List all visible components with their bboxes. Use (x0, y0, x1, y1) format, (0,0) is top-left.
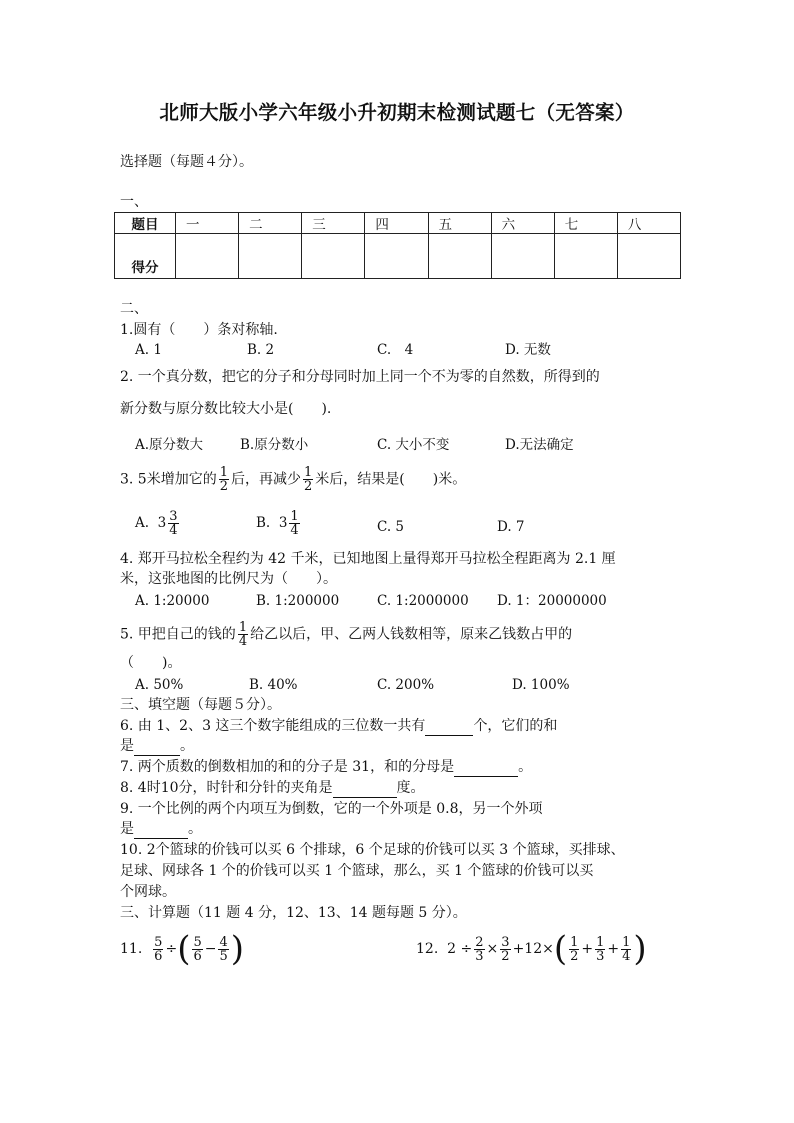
question-3 (120, 466, 466, 493)
fraction-denominator: 6 (154, 948, 163, 964)
q12-fraction-2 (500, 936, 510, 963)
fraction-denominator: 4 (169, 523, 178, 538)
fraction-numerator: 3 (169, 509, 178, 524)
q2-option-a: A.原分数大 (135, 437, 204, 453)
answer-blank[interactable] (454, 758, 518, 777)
left-paren: ( (177, 929, 191, 969)
divide-sign: ÷ (165, 941, 178, 957)
question-1: 1.圆有（ ）条对称轴. (120, 322, 278, 338)
intro-text: 选择题（每题４分）。 (120, 154, 253, 170)
score-table-header: 二 (239, 213, 302, 234)
score-cell (491, 234, 554, 279)
fraction-denominator: 6 (193, 948, 202, 964)
q3-option-c: C. 5 (377, 519, 405, 535)
question-4-line-2: 米，这张地图的比例尺为（ ）。 (120, 571, 337, 587)
q1-option-b: B. 2 (247, 342, 275, 358)
score-table-header-row (115, 213, 681, 234)
fraction-numerator: 1 (238, 620, 248, 635)
score-table-header: 八 (617, 213, 680, 234)
fraction-numerator: 4 (219, 934, 228, 950)
mixed-fraction (289, 510, 299, 537)
q4-option-d: D. 1：20000000 (497, 593, 607, 609)
q7-text: 7. 两个质数的倒数相加的和的分子是 31，和的分母是 (120, 759, 455, 775)
score-table-header: 四 (365, 213, 428, 234)
q3-suffix: 米后，结果是( )米。 (315, 471, 467, 488)
fraction-numerator: 1 (290, 509, 299, 524)
question-2-line-2: 新分数与原分数比较大小是( ). (120, 401, 332, 417)
q3-fraction-2 (303, 466, 313, 493)
q9-end: 。 (188, 821, 202, 837)
q3-option-b (256, 510, 302, 537)
right-paren: ) (633, 929, 647, 969)
fraction-numerator: 1 (219, 465, 228, 480)
mixed-fraction (168, 510, 178, 537)
fraction-denominator: 3 (475, 948, 484, 964)
question-9-line-2 (120, 820, 202, 839)
q6-mid: 个，它们的和 (473, 718, 558, 734)
q3-option-d: D. 7 (497, 519, 525, 535)
question-8 (120, 779, 425, 798)
q5-option-c: C. 200% (377, 677, 435, 693)
q6-text: 6. 由 1、2、3 这三个数字能组成的三位数一共有 (120, 718, 426, 734)
question-11 (120, 929, 245, 969)
q7-end: 。 (518, 759, 533, 775)
q3-fraction-1 (219, 466, 229, 493)
q12-label: 12. (416, 941, 439, 957)
q11-label: 11. (120, 941, 143, 957)
q12-fraction-1 (474, 936, 484, 963)
answer-blank[interactable] (134, 737, 180, 756)
question-2-line-1: 2. 一个真分数，把它的分子和分母同时加上同一个不为零的自然数，所得到的 (120, 369, 600, 385)
question-12 (416, 929, 647, 969)
option-label: B. (256, 515, 271, 531)
q3-option-a (135, 510, 181, 537)
fraction-denominator: 5 (219, 948, 228, 964)
score-cell (617, 234, 680, 279)
section-three-label: 三、填空题（每题５分）。 (120, 697, 281, 713)
fraction-numerator: 1 (304, 465, 313, 480)
q8-text: 8. 4时10分，时针和分针的夹角是 (120, 780, 333, 796)
right-paren: ) (230, 929, 245, 969)
answer-blank[interactable] (425, 717, 473, 736)
score-row-label: 得分 (115, 234, 176, 279)
question-5-line-1 (120, 621, 572, 648)
question-10-line-1: 10. 2个篮球的价钱可以买 6 个排球，6 个足球的价钱可以买 3 个篮球，买排球、 (120, 842, 625, 858)
fraction-denominator: 2 (501, 948, 510, 964)
q3-prefix: 3. 5米增加它的 (120, 471, 217, 488)
score-cell (428, 234, 491, 279)
question-7 (120, 758, 532, 777)
q5-option-d: D. 100% (512, 677, 570, 693)
score-table-header: 题目 (115, 213, 176, 234)
plus-sign: + (607, 941, 620, 957)
times-sign: × (486, 941, 499, 957)
q5-option-a: A. 50% (135, 677, 184, 693)
score-table-score-row (115, 234, 681, 279)
q4-option-c: C. 1:2000000 (377, 593, 469, 609)
q2-option-b: B.原分数小 (240, 437, 309, 453)
q5-option-b: B. 40% (249, 677, 298, 693)
question-6-line-1 (120, 717, 557, 736)
q5-prefix: 5. 甲把自己的钱的 (120, 626, 236, 643)
fraction-denominator: 2 (304, 479, 313, 494)
fraction-numerator: 1 (596, 934, 605, 950)
score-cell (239, 234, 302, 279)
q8-end: 度。 (396, 780, 425, 796)
section-one-label: 一、 (120, 194, 148, 210)
fraction-denominator: 2 (219, 479, 228, 494)
q12-fraction-4 (595, 936, 605, 963)
left-paren: ( (553, 929, 568, 969)
answer-blank[interactable] (134, 820, 188, 839)
fraction-numerator: 5 (154, 934, 163, 950)
q4-option-b: B. 1:200000 (256, 593, 340, 609)
question-10-line-3: 个网球。 (120, 884, 176, 900)
q6-end: 。 (180, 738, 194, 754)
q3-mid: 后，再减少 (231, 471, 301, 488)
fraction-denominator: 4 (290, 523, 299, 538)
q2-option-d: D.无法确定 (505, 437, 574, 453)
q1-option-c: C. 4 (377, 342, 414, 358)
fraction-numerator: 5 (193, 934, 202, 950)
score-cell (176, 234, 239, 279)
question-9-line-1: 9. 一个比例的两个内项互为倒数，它的一个外项是 0.8，另一个外项 (120, 801, 543, 817)
option-label: A. (135, 515, 150, 531)
q11-fraction-3 (218, 936, 228, 963)
question-6-line-2 (120, 737, 194, 756)
question-4-line-1: 4. 郑开马拉松全程约为 42 千米，已知地图上量得郑开马拉松全程距离为 2.1 厘 (120, 551, 616, 567)
q4-option-a: A. 1:20000 (135, 593, 210, 609)
mixed-whole: 3 (157, 515, 167, 531)
plus-sign: + (581, 941, 594, 957)
q12-fraction-3 (569, 936, 579, 963)
q11-fraction-1 (153, 936, 163, 963)
score-cell (365, 234, 428, 279)
fraction-denominator: 4 (238, 634, 248, 649)
score-table-header: 六 (491, 213, 554, 234)
score-table-header: 七 (554, 213, 617, 234)
score-cell (302, 234, 365, 279)
page-title: 北师大版小学六年级小升初期末检测试题七（无答案） (159, 101, 635, 124)
fraction-numerator: 1 (622, 934, 631, 950)
score-table-header: 三 (302, 213, 365, 234)
score-cell (554, 234, 617, 279)
q6-line-2-text: 是 (120, 738, 134, 754)
q12-lead: 2 ÷ (447, 941, 473, 957)
fraction-denominator: 4 (622, 948, 631, 964)
q5-suffix: 给乙以后，甲、乙两人钱数相等，原来乙钱数占甲的 (250, 626, 573, 643)
plus-times: +12× (512, 941, 554, 957)
q1-option-a: A. 1 (135, 342, 162, 358)
minus-sign: − (204, 941, 217, 957)
score-table (114, 212, 681, 279)
fraction-denominator: 2 (570, 948, 579, 964)
q9-line-2-text: 是 (120, 821, 134, 837)
q11-fraction-2 (192, 936, 202, 963)
section-two-label: 二、 (120, 301, 148, 317)
q5-fraction (238, 621, 248, 648)
fraction-denominator: 3 (596, 948, 605, 964)
q2-option-c: C. 大小不变 (377, 437, 450, 453)
answer-blank[interactable] (333, 779, 397, 798)
score-table-header: 五 (428, 213, 491, 234)
fraction-numerator: 3 (501, 934, 510, 950)
section-four-label: 三、计算题（11 题 4 分，12、13、14 题每题 5 分）。 (120, 905, 467, 921)
score-table-header: 一 (176, 213, 239, 234)
question-10-line-2: 足球、网球各 1 个的价钱可以买 1 个篮球，那么，买 1 个篮球的价钱可以买 (120, 863, 594, 879)
mixed-whole: 3 (278, 515, 288, 531)
q12-fraction-5 (621, 936, 631, 963)
q1-option-d: D. 无数 (505, 342, 551, 358)
fraction-numerator: 2 (475, 934, 484, 950)
question-5-line-2: （ )。 (120, 655, 182, 671)
fraction-numerator: 1 (570, 934, 579, 950)
